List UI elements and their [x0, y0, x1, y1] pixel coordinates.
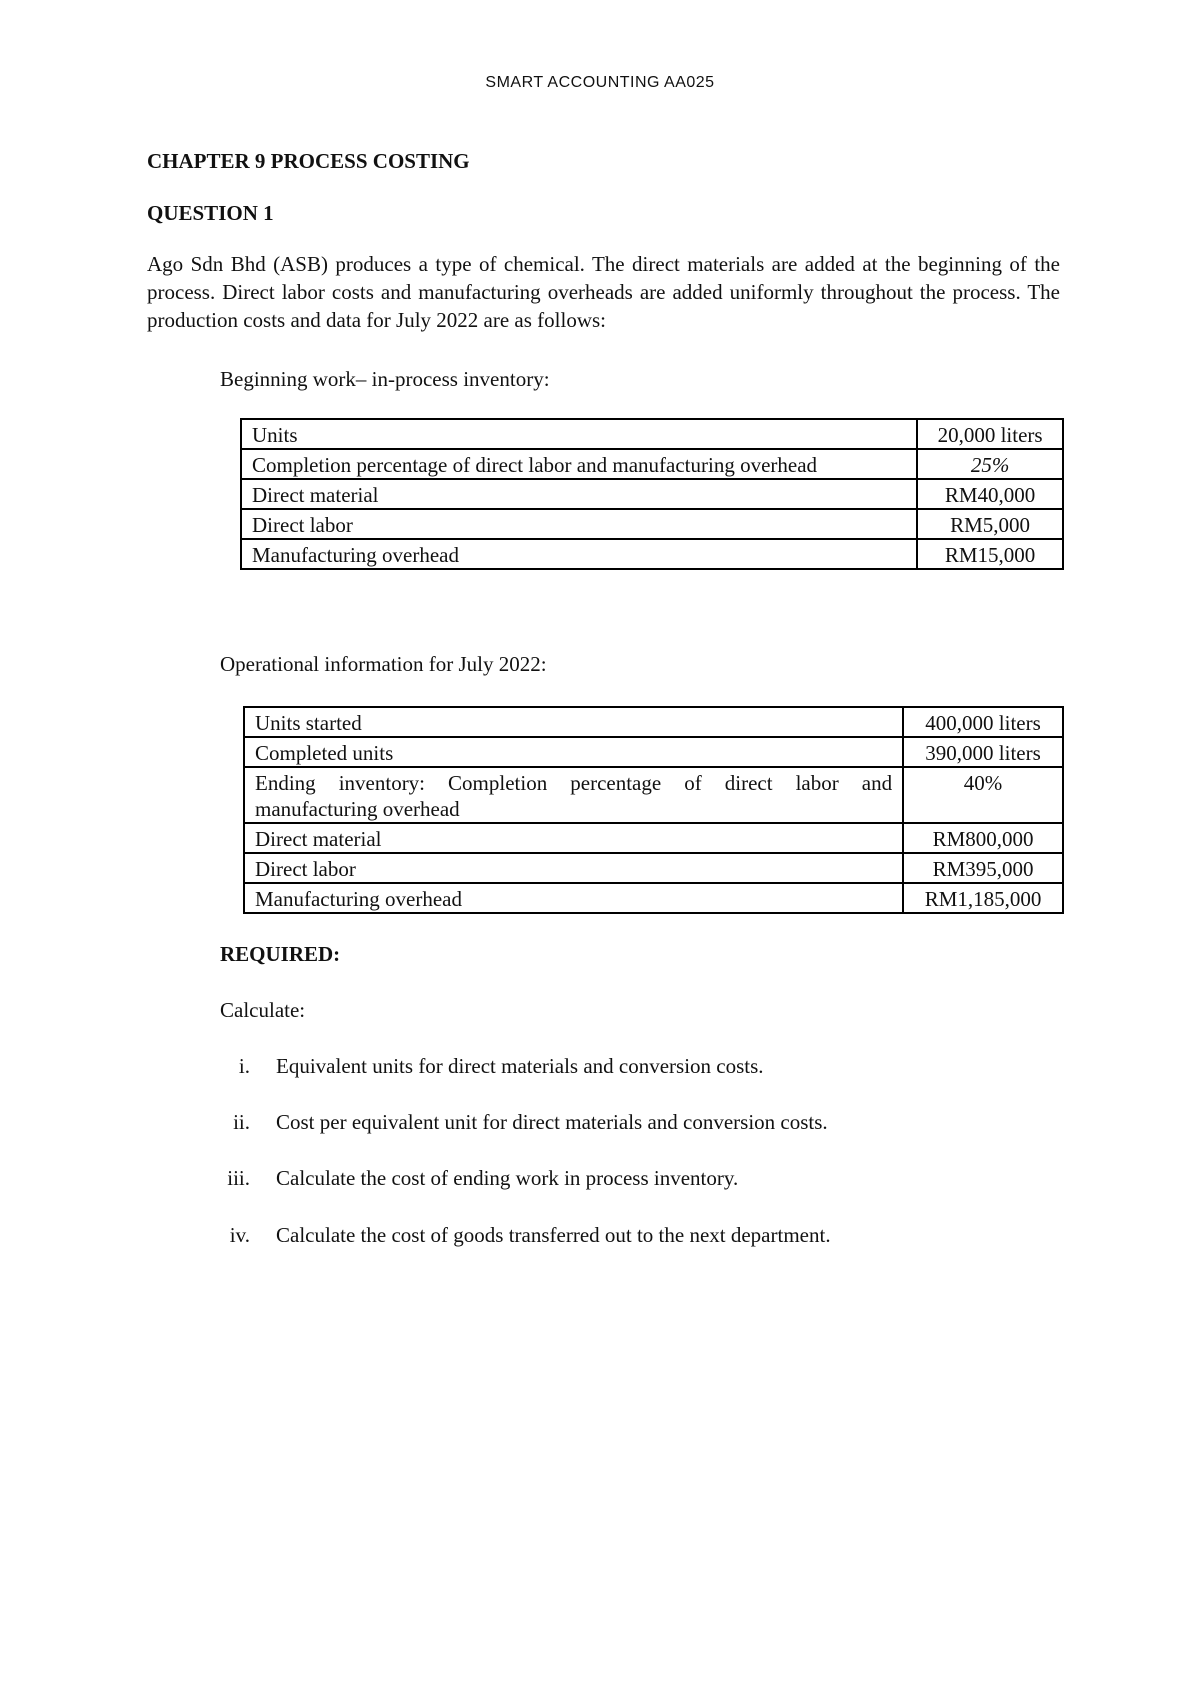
- row-label: Units: [241, 419, 917, 449]
- table-row: [244, 883, 1063, 913]
- table-row: [241, 449, 1063, 479]
- row-value: RM15,000: [917, 539, 1063, 569]
- row-value: 25%: [917, 449, 1063, 479]
- row-label: Completion percentage of direct labor and manufacturing overhead: [241, 449, 917, 479]
- table-row: [244, 853, 1063, 883]
- row-value: RM40,000: [917, 479, 1063, 509]
- row-value: 20,000 liters: [917, 419, 1063, 449]
- beginning-wip-table: [240, 418, 1064, 570]
- item-text: Calculate the cost of ending work in process inventory.: [276, 1166, 739, 1190]
- table-row: [244, 737, 1063, 767]
- table-row: [244, 823, 1063, 853]
- row-label: Manufacturing overhead: [244, 883, 903, 913]
- table-row: [244, 707, 1063, 737]
- row-label: Units started: [244, 707, 903, 737]
- beginning-wip-label: Beginning work– in-process inventory:: [220, 367, 550, 391]
- intro-paragraph: [147, 250, 1060, 334]
- row-value: RM800,000: [903, 823, 1063, 853]
- row-label: Manufacturing overhead: [241, 539, 917, 569]
- table-row: [241, 479, 1063, 509]
- row-value: 40%: [903, 767, 1063, 823]
- table-row: [241, 419, 1063, 449]
- required-instruction: Calculate:: [220, 998, 306, 1022]
- item-text: Cost per equivalent unit for direct materials and conversion costs.: [276, 1110, 828, 1134]
- row-value: RM5,000: [917, 509, 1063, 539]
- running-header: SMART ACCOUNTING AA025: [485, 74, 715, 91]
- question-title: QUESTION 1: [147, 201, 274, 225]
- row-label: Direct material: [244, 823, 903, 853]
- item-number: ii.: [233, 1110, 250, 1134]
- row-value: RM1,185,000: [903, 883, 1063, 913]
- row-label: Completed units: [244, 737, 903, 767]
- item-number: i.: [238, 1054, 250, 1078]
- item-text: Calculate the cost of goods transferred out to the next department.: [276, 1223, 831, 1247]
- table-row: [241, 539, 1063, 569]
- row-value: 390,000 liters: [903, 737, 1063, 767]
- row-label: Ending inventory: Completion percentage of direct labor and manufacturing overhead: [244, 767, 903, 823]
- operational-info-table: [243, 706, 1064, 914]
- row-value: RM395,000: [903, 853, 1063, 883]
- chapter-title: CHAPTER 9 PROCESS COSTING: [147, 149, 470, 173]
- row-label: Direct labor: [241, 509, 917, 539]
- operational-info-label: Operational information for July 2022:: [220, 652, 547, 676]
- intro-text: Ago Sdn Bhd (ASB) produces a type of chemical. The direct materials are added at the beginning of the process. Direct labor costs and manufacturing overheads are added uniformly throughout the process. The production costs and data for July 2022 are as follows:: [147, 252, 1060, 332]
- row-label: Direct labor: [244, 853, 903, 883]
- table-row: [244, 767, 1063, 823]
- row-label: Direct material: [241, 479, 917, 509]
- row-value: 400,000 liters: [903, 707, 1063, 737]
- item-number: iii.: [227, 1166, 250, 1190]
- required-heading: REQUIRED:: [220, 942, 341, 966]
- table-row: [241, 509, 1063, 539]
- item-number: iv.: [229, 1223, 250, 1247]
- item-text: Equivalent units for direct materials and conversion costs.: [276, 1054, 764, 1078]
